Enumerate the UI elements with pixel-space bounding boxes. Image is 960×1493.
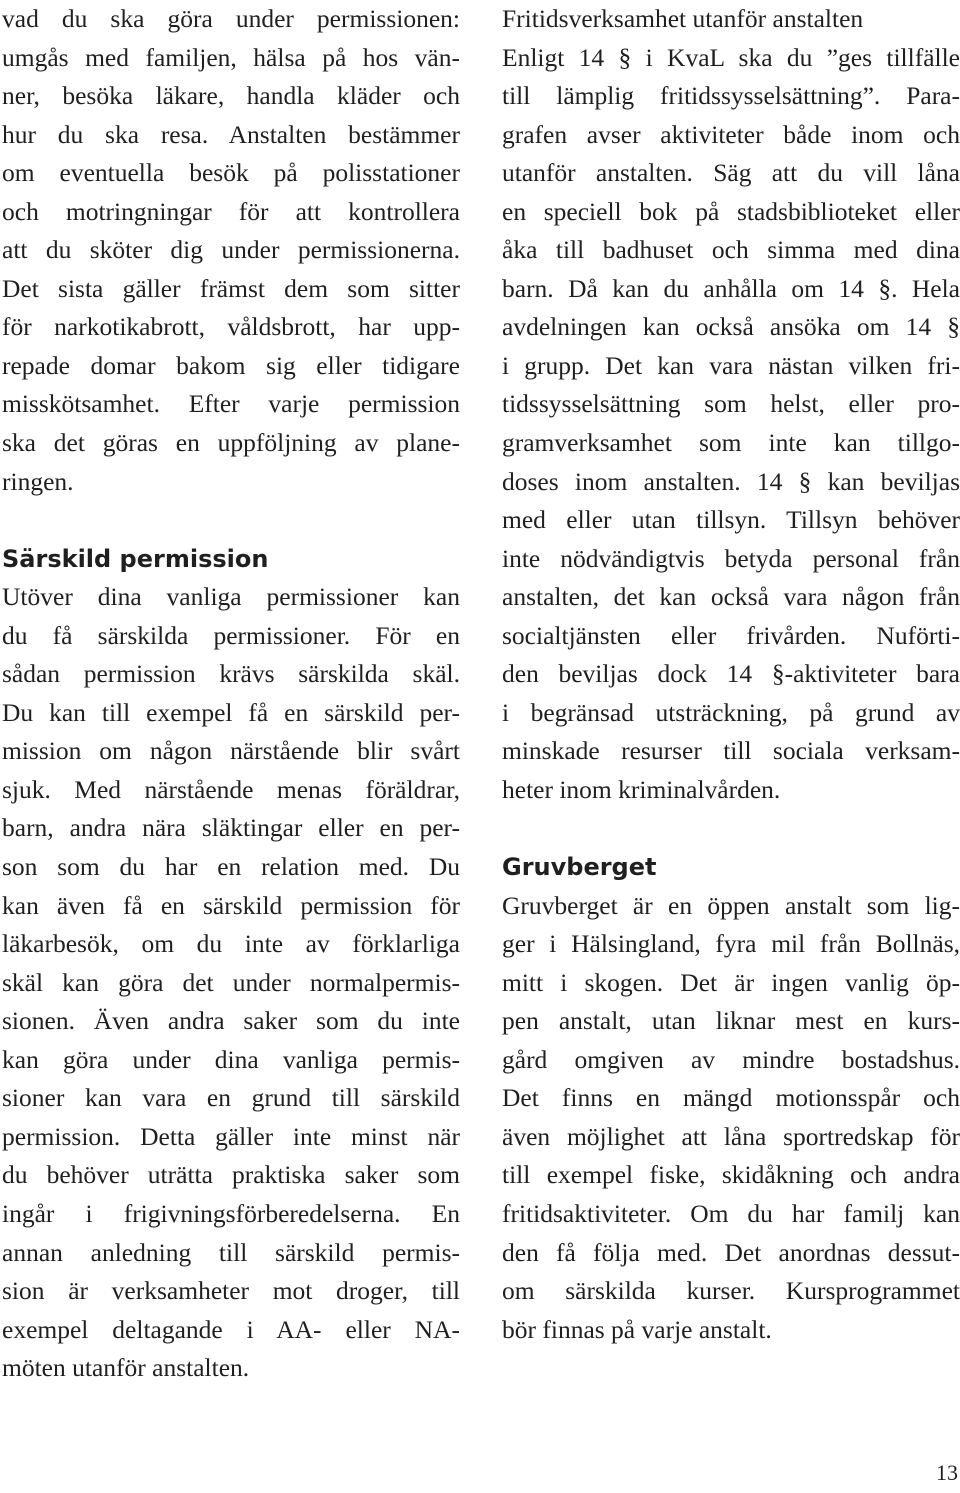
text-line: ska det göras en uppföljning av plane- xyxy=(2,428,460,458)
text-line: till exempel fiske, skidåkning och andra xyxy=(502,1160,960,1190)
text-line: sioner kan vara en grund till särskild xyxy=(2,1083,460,1113)
text-line: anstalten, det kan också vara någon från xyxy=(502,582,960,612)
text-line: den få följa med. Det anordnas dessut- xyxy=(502,1237,960,1267)
text-line: pen anstalt, utan liknar mest en kurs- xyxy=(502,1006,960,1036)
text-line: kan även få en särskild permission för xyxy=(2,890,460,920)
text-line: mitt i skogen. Det är ingen vanlig öp- xyxy=(502,967,960,997)
text-line: du behöver uträtta praktiska saker som xyxy=(2,1160,460,1190)
text-line: utanför anstalten. Säg att du vill låna xyxy=(502,158,960,188)
text-line: ner, besöka läkare, handla kläder och xyxy=(2,81,460,111)
text-line: repade domar bakom sig eller tidigare xyxy=(2,350,460,380)
text-line: till lämplig fritidssysselsättning”. Para- xyxy=(502,81,960,111)
paragraph-gruvberget xyxy=(502,887,960,1350)
text-line: och motringningar för att kontrollera xyxy=(2,196,460,226)
text-line: sådan permission krävs särskilda skäl. xyxy=(2,659,460,689)
text-line: sionen. Även andra saker som du inte xyxy=(2,1006,460,1036)
text-line: fritidsaktiviteter. Om du har familj kan xyxy=(502,1198,960,1228)
text-line: vad du ska göra under permissionen: xyxy=(2,4,460,33)
text-line: möten utanför anstalten. xyxy=(2,1353,250,1383)
text-line: barn. Då kan du anhålla om 14 §. Hela xyxy=(502,273,960,303)
paragraph-sarskild-permission xyxy=(2,578,460,1387)
text-line: att du sköter dig under permissionerna. xyxy=(2,235,460,265)
text-line: doses inom anstalten. 14 § kan beviljas xyxy=(502,466,960,496)
text-line: om särskilda kurser. Kursprogrammet xyxy=(502,1276,960,1306)
text-line: Gruvberget är en öppen anstalt som lig- xyxy=(502,890,960,920)
text-line: du få särskilda permissioner. För en xyxy=(2,620,460,650)
text-line: läkarbesök, om du inte av förklarliga xyxy=(2,929,460,959)
text-line: permission. Detta gäller inte minst när xyxy=(2,1121,460,1151)
text-line: Det sista gäller främst dem som sitter xyxy=(2,273,460,303)
text-line: annan anledning till särskild permis- xyxy=(2,1237,460,1267)
text-line: son som du har en relation med. Du xyxy=(2,852,460,882)
text-line: sion är verksamheter mot droger, till xyxy=(2,1276,460,1306)
text-line: Utöver dina vanliga permissioner kan xyxy=(2,582,460,612)
text-line: i grupp. Det kan vara nästan vilken fri- xyxy=(502,350,960,380)
section-spacer xyxy=(2,501,460,540)
subheading-fritidsverksamhet: Fritidsverksamhet utanför anstalten xyxy=(502,4,864,33)
text-line: misskötsamhet. Efter varje permission xyxy=(2,389,460,419)
text-line: exempel deltagande i AA- eller NA- xyxy=(2,1314,460,1344)
text-line: Enligt 14 § i KvaL ska du ”ges tillfälle xyxy=(502,42,960,72)
paragraph-permission-planning xyxy=(2,0,460,501)
text-line: skäl kan göra det under normalpermis- xyxy=(2,967,460,997)
paragraph-fritidsverksamhet xyxy=(502,39,960,810)
text-line: inte nödvändigtvis betyda personal från xyxy=(502,543,960,573)
text-line: hur du ska resa. Anstalten bestämmer xyxy=(2,119,460,149)
text-line: grafen avser aktiviteter både inom och xyxy=(502,119,960,149)
text-line: för narkotikabrott, våldsbrott, har upp- xyxy=(2,312,460,342)
text-line: bör finnas på varje anstalt. xyxy=(502,1314,772,1344)
heading-sarskild-permission: Särskild permission xyxy=(2,544,269,573)
text-line: umgås med familjen, hälsa på hos vän- xyxy=(2,42,460,72)
text-line: heter inom kriminalvården. xyxy=(502,774,781,804)
text-line: ringen. xyxy=(2,466,74,496)
text-line: en speciell bok på stadsbiblioteket eller xyxy=(502,196,960,226)
text-line: ger i Hälsingland, fyra mil från Bollnäs, xyxy=(502,929,960,959)
section-spacer xyxy=(502,809,960,848)
text-line: barn, andra nära släktingar eller en per- xyxy=(2,813,460,843)
page-number: 13 xyxy=(936,1460,958,1485)
text-line: mission om någon närstående blir svårt xyxy=(2,736,460,766)
text-line: åka till badhuset och simma med dina xyxy=(502,235,960,265)
text-line: avdelningen kan också ansöka om 14 § xyxy=(502,312,960,342)
text-line: minskade resurser till sociala verksam- xyxy=(502,736,960,766)
left-column xyxy=(2,0,460,1388)
text-line: kan göra under dina vanliga permis- xyxy=(2,1044,460,1074)
text-line: med eller utan tillsyn. Tillsyn behöver xyxy=(502,505,960,535)
right-column xyxy=(502,0,960,1349)
text-line: i begränsad utsträckning, på grund av xyxy=(502,697,960,727)
text-line: den beviljas dock 14 §-aktiviteter bara xyxy=(502,659,960,689)
text-line: gramverksamhet som inte kan tillgo- xyxy=(502,428,960,458)
text-line: Du kan till exempel få en särskild per- xyxy=(2,697,460,727)
text-line: sjuk. Med närstående menas föräldrar, xyxy=(2,774,460,804)
heading-gruvberget: Gruvberget xyxy=(502,853,657,882)
text-line: om eventuella besök på polisstationer xyxy=(2,158,460,188)
text-line: även möjlighet att låna sportredskap för xyxy=(502,1121,960,1151)
text-line: ingår i frigivningsförberedelserna. En xyxy=(2,1198,460,1228)
text-line: gård omgiven av mindre bostadshus. xyxy=(502,1044,960,1074)
text-line: socialtjänsten eller frivården. Nuförti- xyxy=(502,620,960,650)
text-line: tidssysselsättning som helst, eller pro- xyxy=(502,389,960,419)
text-line: Det finns en mängd motionsspår och xyxy=(502,1083,960,1113)
